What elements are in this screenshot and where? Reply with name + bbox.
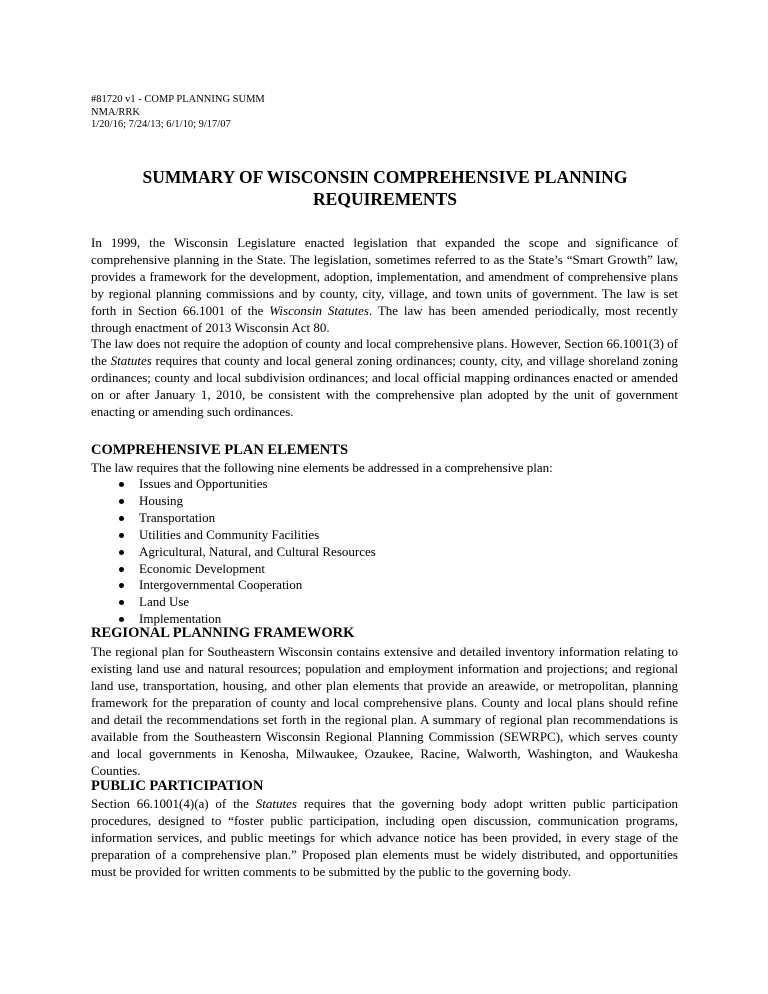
header-initials: NMA/RRK — [91, 106, 141, 118]
document-title — [90, 166, 680, 210]
section-heading-elements: COMPREHENSIVE PLAN ELEMENTS — [91, 442, 349, 458]
list-item: Agricultural, Natural, and Cultural Resources — [119, 544, 376, 561]
elements-intro: The law requires that the following nine elements be addressed in a comprehensive plan: — [91, 460, 553, 475]
list-item: Housing — [119, 493, 376, 510]
section-heading-regional: REGIONAL PLANNING FRAMEWORK — [91, 625, 355, 641]
list-item: Implementation — [119, 611, 376, 628]
public-text: Section 66.1001(4)(a) of the — [91, 796, 256, 811]
header-doc-id: #81720 v1 - COMP PLANNING SUMM — [91, 94, 265, 105]
title-line-1: SUMMARY OF WISCONSIN COMPREHENSIVE PLANNING — [142, 167, 628, 187]
public-text-end: requires that the governing body adopt written public participation procedures, designed to “foster public participation, including open discussion, communication programs, information services, and public meetings for which advance notice has been provided, in every stage of the preparation of a comprehensive plan.” Proposed plan elements must be widely distributed, and opportunities must be provided for written comments to be submitted by the public to the governing body. — [91, 796, 678, 879]
list-item: Transportation — [119, 510, 376, 527]
list-item: Issues and Opportunities — [119, 476, 376, 493]
intro-paragraph-2 — [91, 335, 678, 420]
list-item: Economic Development — [119, 561, 376, 578]
list-item: Intergovernmental Cooperation — [119, 577, 376, 594]
list-item: Utilities and Community Facilities — [119, 527, 376, 544]
regional-paragraph: The regional plan for Southeastern Wisconsin contains extensive and detailed inventory information relating to existing land use and natural resources; population and employment information and projections; and regional land use, transportation, housing, and other plan elements that provide an areawide, or metropolitan, planning framework for the preparation of county and local comprehensive plans. County and local plans should refine and detail the recommendations set forth in the regional plan. A summary of regional plan recommendations is available from the Southeastern Wisconsin Regional Planning Commission (SEWRPC), which serves county and local governments in Kenosha, Milwaukee, Ozaukee, Racine, Walworth, Washington, and Waukesha Counties. — [91, 644, 678, 778]
list-item: Land Use — [119, 594, 376, 611]
intro-p2-text: The law does not require the adoption of county and local comprehensive plans. However, Section 66.1001(3) of the — [91, 336, 678, 368]
header-dates: 1/20/16; 7/24/13; 6/1/10; 9/17/07 — [91, 119, 231, 130]
intro-p1-text: In 1999, the Wisconsin Legislature enacted legislation that expanded the scope and significance of comprehensive planning in the State. The legislation, sometimes referred to as the State’s “Smart Growth” law, provides a framework for the development, adoption, implementation, and amendment of comprehensive plans by regional planning commissions and by county, city, village, and town units of government. The law is set forth in Section 66.1001 of the — [91, 235, 678, 318]
intro-p2-text-end: requires that county and local general zoning ordinances; county, city, and village shoreland zoning ordinances; county and local subdivision ordinances; and local official mapping ordinances enacted or amended on or after January 1, 2010, be consistent with the comprehensive plan adopted by the unit of government enacting or amending such ordinances. — [91, 353, 678, 419]
elements-list — [119, 476, 376, 628]
section-heading-public: PUBLIC PARTICIPATION — [91, 778, 264, 794]
title-line-2: REQUIREMENTS — [313, 189, 457, 209]
document-header — [91, 94, 265, 132]
intro-p1-italic: Wisconsin Statutes — [269, 303, 369, 318]
public-italic: Statutes — [255, 796, 297, 811]
public-paragraph — [91, 795, 678, 880]
intro-paragraph-1 — [91, 234, 678, 336]
intro-p1-text-end: . The law has been amended periodically, most recently through enactment of 2013 Wisconsin Act 80. — [91, 303, 678, 335]
intro-p2-italic: Statutes — [110, 353, 152, 368]
